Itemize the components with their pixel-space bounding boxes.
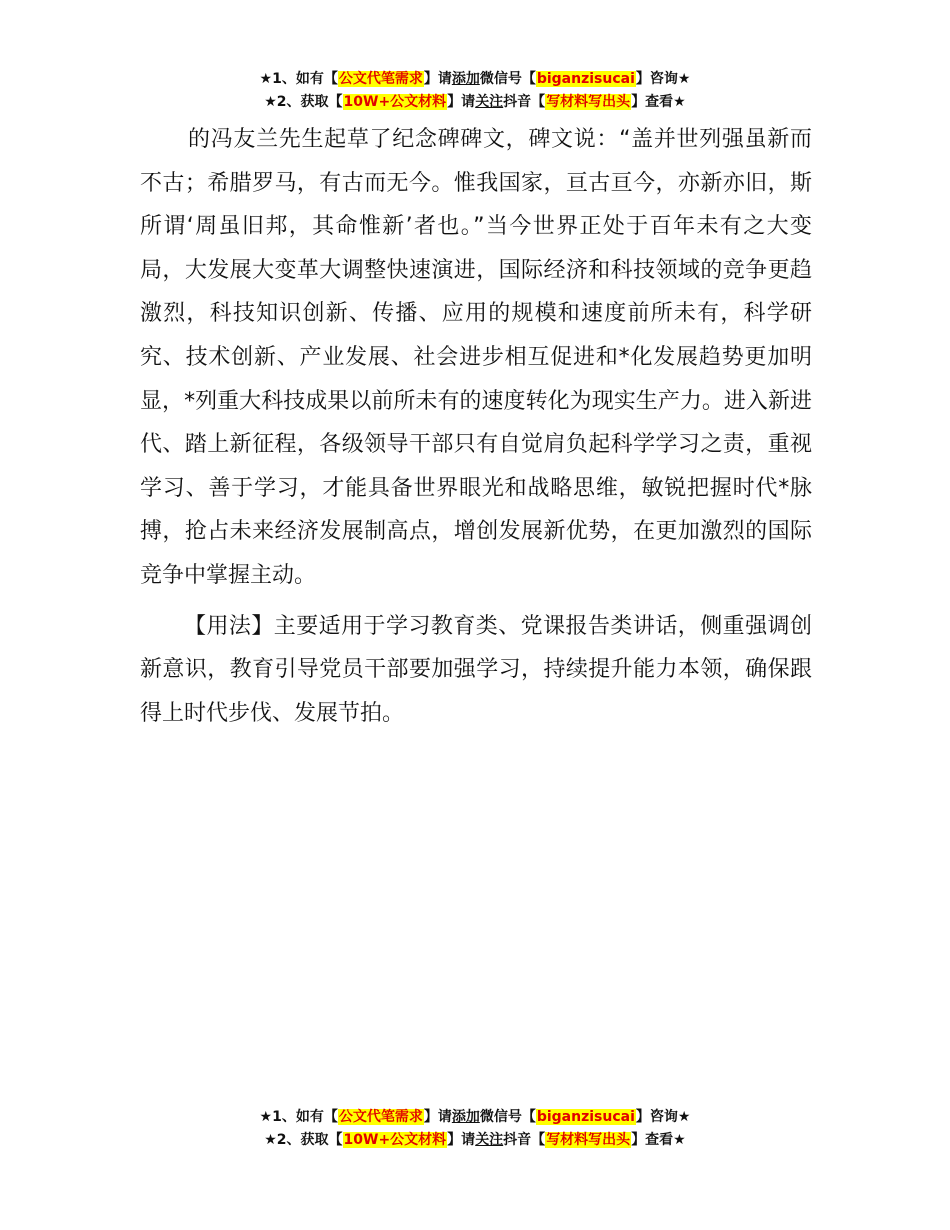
footer-banner-line-2 [0, 1129, 950, 1152]
banner-line1-mid2: 微信号【 [479, 71, 536, 87]
banner-line1-highlight-service: 公文代笔需求 [338, 71, 423, 87]
body-paragraph-1: 的冯友兰先生起草了纪念碑碑文，碑文说：“盖并世列强虽新而不古；希腊罗马，有古而无今。惟我国家，亘古亘今，亦新亦旧，斯所谓‘周虽旧邦，其命惟新’者也。”当今世界正处于百年未有之大变局，大发展大变革大调整快速演进，国际经济和科技领域的竞争更趋激烈，科技知识创新、传播、应用的规模和速度前所未有，科学研究、技术创新、产业发展、社会进步相互促进和*化发展趋势更加明显，*列重大科技成果以前所未有的速度转化为现实生产力。进入新进代、踏上新征程，各级领导干部只有自觉肩负起科学学习之责，重视学习、善于学习，才能具备世界眼光和战略思维，敏锐把握时代*脉搏，抢占未来经济发展制高点，增创发展新优势，在更加激烈的国际竞争中掌握主动。 [140, 127, 812, 588]
banner-line1-mid: 】请 [423, 71, 452, 87]
footer-banner [0, 1106, 950, 1152]
footer-line1-highlight-wechat: biganzisucai [536, 1109, 635, 1125]
footer-line2-mid: 】请 [447, 1132, 476, 1148]
banner-line1-prefix: ★1、如有【 [259, 71, 338, 87]
header-banner [0, 68, 950, 114]
banner-line2-suffix: 】查看★ [631, 94, 686, 110]
footer-line1-underline: 添加 [451, 1109, 480, 1125]
banner-line1-highlight-wechat: biganzisucai [536, 71, 635, 87]
footer-banner-line-1 [0, 1106, 950, 1129]
banner-line2-mid: 】请 [447, 94, 476, 110]
footer-line2-highlight-douyin: 写材料写出头 [546, 1132, 631, 1148]
footer-line1-suffix: 】咨询★ [635, 1109, 691, 1125]
footer-line2-prefix: ★2、获取【 [264, 1132, 343, 1148]
banner-line2-mid2: 抖音【 [503, 94, 546, 110]
banner-line2-prefix: ★2、获取【 [264, 94, 343, 110]
footer-line1-mid: 】请 [423, 1109, 452, 1125]
document-body [140, 118, 812, 735]
banner-line-2 [0, 91, 950, 114]
footer-line1-mid2: 微信号【 [479, 1109, 536, 1125]
banner-line1-underline: 添加 [451, 71, 480, 87]
footer-line1-highlight-service: 公文代笔需求 [338, 1109, 423, 1125]
body-paragraph-usage: 【用法】主要适用于学习教育类、党课报告类讲话，侧重强调创新意识，教育引导党员干部要加强学习，持续提升能力本领，确保跟得上时代步伐、发展节拍。 [140, 613, 812, 726]
banner-line2-highlight-douyin: 写材料写出头 [546, 94, 631, 110]
footer-line1-prefix: ★1、如有【 [259, 1109, 338, 1125]
banner-line-1 [0, 68, 950, 91]
banner-line2-underline: 关注 [475, 94, 504, 110]
footer-line2-underline: 关注 [475, 1132, 504, 1148]
footer-line2-highlight-materials: 10W+公文材料 [343, 1132, 447, 1148]
banner-line1-suffix: 】咨询★ [635, 71, 691, 87]
banner-line2-highlight-materials: 10W+公文材料 [343, 94, 447, 110]
footer-line2-suffix: 】查看★ [631, 1132, 686, 1148]
footer-line2-mid2: 抖音【 [503, 1132, 546, 1148]
